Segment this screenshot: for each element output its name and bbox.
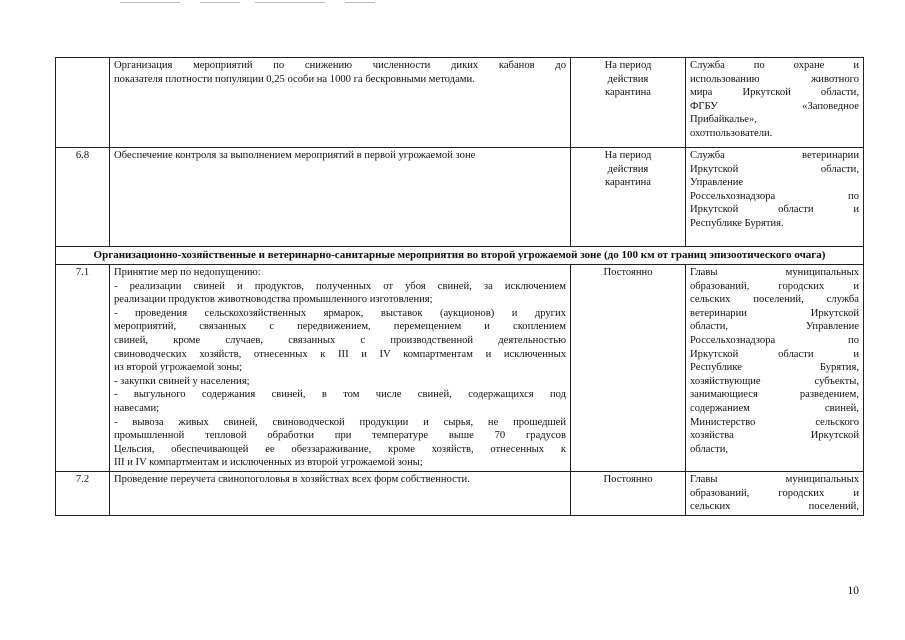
text-line: показателя плотности популяции 0,25 особи на 1000 га бескровными методами.	[114, 73, 475, 85]
text-line: Россельхознадзора по	[690, 334, 859, 346]
text-line: Цельсия, обеспечивающей ее обеззараживание, кроме хозяйств, отнесенных к	[114, 443, 566, 455]
table-row	[56, 471, 864, 515]
text-line: ФГБУ «Заповедное	[690, 100, 859, 112]
section-heading-row	[56, 247, 864, 265]
text-line: Иркутской области и	[690, 348, 859, 360]
text-line: - вывоза живых свиней, свиноводческой продукции и сырья, не прошедшей	[114, 416, 566, 428]
term-cell	[571, 265, 686, 472]
measures-table	[55, 57, 864, 516]
page-number: 10	[847, 585, 859, 597]
text-line: охотпользователи.	[690, 127, 773, 139]
row-number	[56, 58, 110, 148]
text-line: занимающиеся разведением,	[690, 389, 859, 401]
text-line: Организация мероприятий по снижению численности диких кабанов до	[114, 60, 566, 71]
text-line: навесами;	[114, 402, 160, 414]
responsible-cell	[686, 265, 864, 472]
text-line: Иркутской области и	[690, 204, 859, 216]
term-cell	[571, 58, 686, 148]
text-line: мира Иркутской области,	[690, 87, 859, 99]
text-line: Проведение переучета свинопоголовья в хозяйствах всех форм собственности.	[114, 473, 470, 485]
action-cell	[110, 265, 571, 472]
text-line: карантина	[604, 87, 652, 99]
text-line: Иркутской области,	[690, 163, 859, 175]
text-line: действия	[607, 163, 649, 175]
text-line: образований, городских и	[690, 487, 859, 499]
text-line: области, Управление	[690, 321, 859, 333]
text-line: свиноводческих хозяйств, отнесенных к III и IV компартментам и исключенных	[114, 348, 566, 360]
scan-artifact	[120, 2, 180, 3]
text-line: Служба по охране и	[690, 60, 859, 71]
text-line: - закупки свиней у населения;	[114, 375, 250, 387]
text-line: - выгульного содержания свиней, в том числе свиней, содержащихся под	[114, 389, 566, 401]
text-line: ветеринарии Иркутской	[690, 307, 859, 319]
text-line: мероприятий, связанных с передвижением, перемещением и скоплением	[114, 321, 566, 333]
text-line: Постоянно	[603, 473, 653, 485]
text-line: свиней, кроме случаев, связанных с производственной деятельностью	[114, 334, 566, 346]
text-line: Служба ветеринарии	[690, 150, 859, 161]
text-line: действия	[607, 73, 649, 85]
row-number: 7.2	[56, 471, 110, 515]
responsible-cell	[686, 471, 864, 515]
table-row	[56, 148, 864, 247]
text-line: промышленной тепловой обработки при температуре выше 70 градусов	[114, 430, 566, 442]
text-line: Управление	[690, 177, 744, 189]
text-line: Прибайкалье»,	[690, 114, 757, 126]
text-line: из второй угрожаемой зоны;	[114, 362, 243, 374]
text-line: На период	[604, 60, 652, 71]
action-cell	[110, 148, 571, 247]
responsible-cell	[686, 148, 864, 247]
text-line: Главы муниципальных	[690, 473, 859, 485]
text-line: использованию животного	[690, 73, 859, 85]
row-number: 7.1	[56, 265, 110, 472]
text-line: хозяйствующие субъекты,	[690, 375, 859, 387]
table-row	[56, 58, 864, 148]
text-line: Принятие мер по недопущению:	[114, 267, 261, 278]
text-line: - проведения сельскохозяйственных ярмарок, выставок (аукционов) и других	[114, 307, 566, 319]
scan-artifact	[200, 2, 240, 3]
text-line: Россельхознадзора по	[690, 190, 859, 202]
text-line: Главы муниципальных	[690, 267, 859, 278]
text-line: карантина	[604, 177, 652, 189]
text-line: Министерство сельского	[690, 416, 859, 428]
text-line: области,	[690, 443, 729, 455]
term-cell	[571, 148, 686, 247]
action-cell	[110, 471, 571, 515]
scan-artifact	[255, 2, 325, 3]
text-line: сельских поселений, служба	[690, 294, 859, 306]
text-line: III и IV компартментам и исключенных из второй угрожаемой зоны;	[114, 457, 423, 469]
table-row	[56, 265, 864, 472]
text-line: Республике Бурятия.	[690, 217, 784, 229]
responsible-cell	[686, 58, 864, 148]
section-heading: Организационно-хозяйственные и ветеринарно-санитарные мероприятия во второй угрожаемой зоне (до 100 км от границ эпизоотического очага)	[56, 247, 864, 265]
text-line: Постоянно	[603, 267, 653, 278]
text-line: - реализации свиней и продуктов, полученных от убоя свиней, за исключением	[114, 280, 566, 292]
text-line: содержанием свиней,	[690, 402, 859, 414]
text-line: реализации продуктов животноводства промышленного изготовления;	[114, 294, 433, 306]
text-line: На период	[604, 150, 652, 161]
text-line: хозяйства Иркутской	[690, 430, 859, 442]
text-line: образований, городских и	[690, 280, 859, 292]
row-number: 6.8	[56, 148, 110, 247]
scan-artifact	[345, 2, 375, 3]
text-line: Республике Бурятия,	[690, 362, 859, 374]
text-line: Обеспечение контроля за выполнением мероприятий в первой угрожаемой зоне	[114, 150, 476, 161]
action-cell	[110, 58, 571, 148]
text-line: сельских поселений,	[690, 501, 859, 513]
term-cell	[571, 471, 686, 515]
